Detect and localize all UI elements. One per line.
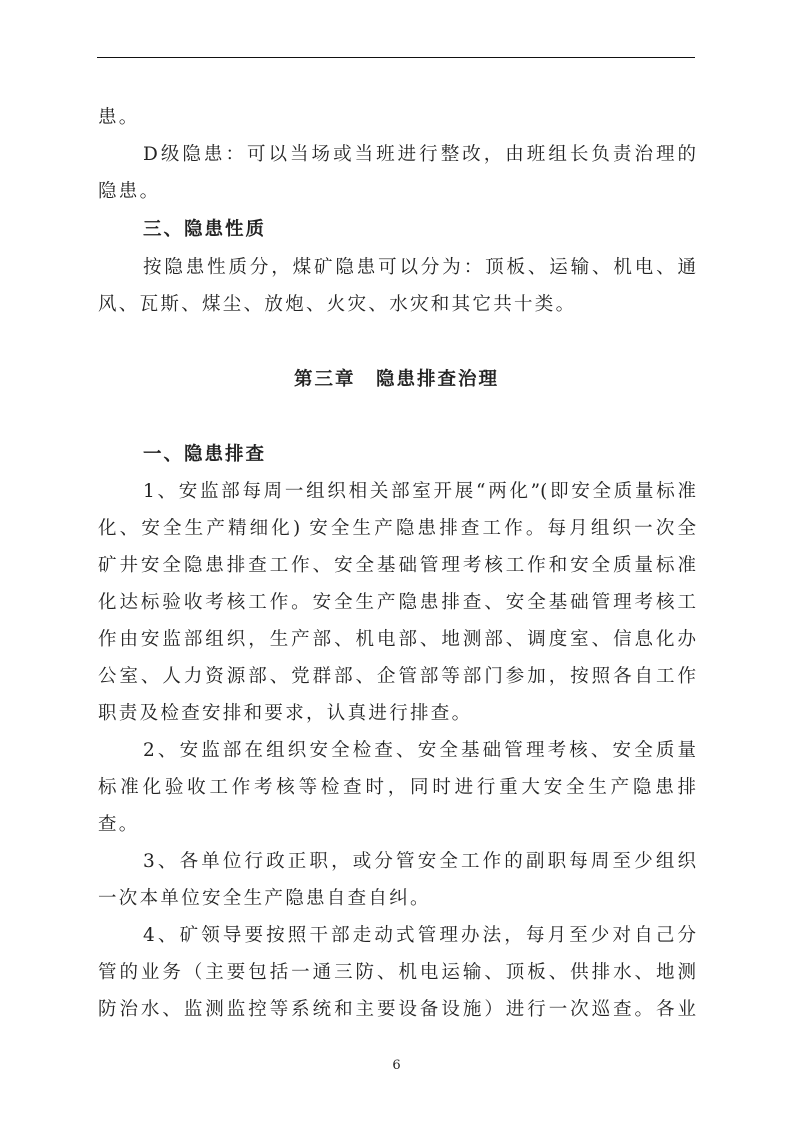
- paragraph-line: 化达标验收考核工作。安全生产隐患排查、安全基础管理考核工: [98, 592, 696, 613]
- paragraph-line: 标准化验收工作考核等检查时，同时进行重大安全生产隐患排: [98, 777, 696, 798]
- paragraph-line: 3、各单位行政正职，或分管安全工作的副职每周至少组织: [143, 851, 696, 872]
- paragraph-line: 风、瓦斯、煤尘、放炮、火灾、水灾和其它共十类。: [98, 294, 577, 315]
- paragraph-line: 2、安监部在组织安全检查、安全基础管理考核、安全质量: [143, 740, 696, 761]
- paragraph-line: 公室、人力资源部、党群部、企管部等部门参加，按照各自工作: [98, 666, 696, 687]
- paragraph-line: 查。: [98, 814, 140, 835]
- paragraph-line: 防治水、监测监控等系统和主要设备设施）进行一次巡查。各业: [98, 999, 696, 1020]
- paragraph-line: 隐患。: [98, 181, 161, 202]
- paragraph-line: 矿井安全隐患排查工作、安全基础管理考核工作和安全质量标准: [98, 555, 696, 576]
- paragraph-line: 化、安全生产精细化) 安全生产隐患排查工作。每月组织一次全: [98, 518, 696, 539]
- paragraph-line: 按隐患性质分，煤矿隐患可以分为：顶板、运输、机电、通: [143, 257, 696, 278]
- paragraph-line: 作由安监部组织，生产部、机电部、地测部、调度室、信息化办: [98, 629, 696, 650]
- section-heading: 一、隐患排查: [143, 444, 267, 465]
- paragraph-line: 一次本单位安全生产隐患自查自纠。: [98, 888, 431, 909]
- paragraph-line: 患。: [98, 107, 140, 128]
- header-rule: [97, 57, 695, 58]
- chapter-title: 第三章 隐患排查治理: [293, 369, 499, 390]
- paragraph-line: 管的业务（主要包括一通三防、机电运输、顶板、供排水、地测: [98, 962, 696, 983]
- paragraph-line: 1、安监部每周一组织相关部室开展“两化”(即安全质量标准: [143, 481, 696, 502]
- page-number: 6: [392, 1058, 401, 1073]
- paragraph-line: D级隐患：可以当场或当班进行整改，由班组长负责治理的: [143, 144, 696, 165]
- paragraph-line: 职责及检查安排和要求，认真进行排查。: [98, 703, 473, 724]
- section-heading: 三、隐患性质: [143, 219, 267, 240]
- paragraph-line: 4、矿领导要按照干部走动式管理办法，每月至少对自己分: [143, 925, 696, 946]
